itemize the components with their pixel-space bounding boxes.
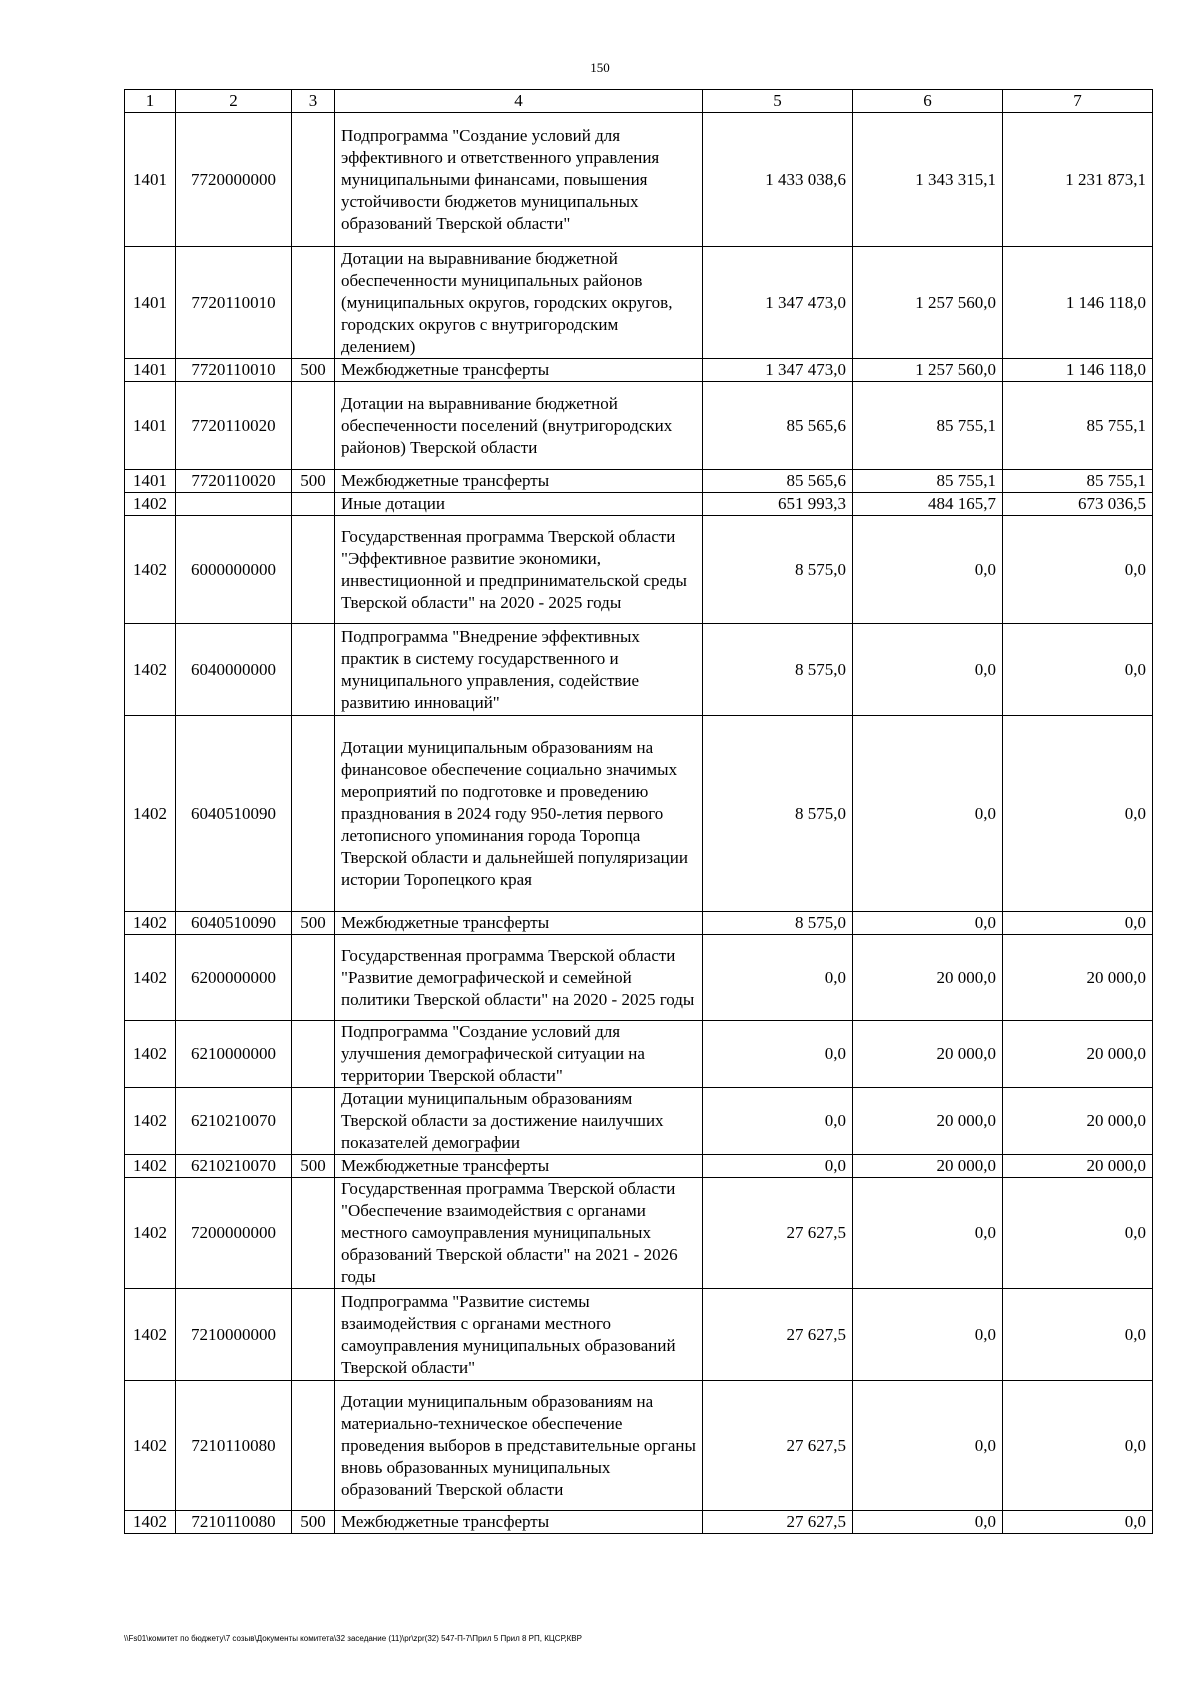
amount-cell: 20 000,0 [853,935,1003,1021]
expense-type-cell [292,113,335,247]
code-cell: 1402 [125,1021,176,1088]
table-row [125,1381,1153,1511]
code-cell: 1401 [125,247,176,359]
amount-cell: 85 755,1 [853,382,1003,470]
code-cell: 1402 [125,912,176,935]
table-row [125,516,1153,624]
expense-type-cell: 500 [292,470,335,493]
expense-type-cell [292,1178,335,1289]
amount-cell: 1 343 315,1 [853,113,1003,247]
target-article-cell: 7200000000 [176,1178,292,1289]
amount-cell: 8 575,0 [703,912,853,935]
code-cell: 1401 [125,113,176,247]
amount-cell: 0,0 [1003,1511,1153,1534]
table-row [125,247,1153,359]
amount-cell: 0,0 [853,516,1003,624]
amount-cell: 0,0 [1003,716,1153,912]
amount-cell: 0,0 [853,1289,1003,1381]
target-article-cell: 6210000000 [176,1021,292,1088]
table-row [125,1088,1153,1155]
amount-cell: 1 146 118,0 [1003,359,1153,382]
column-header: 6 [853,90,1003,113]
amount-cell: 0,0 [703,1021,853,1088]
column-header: 3 [292,90,335,113]
target-article-cell: 7720110020 [176,470,292,493]
target-article-cell: 7210110080 [176,1381,292,1511]
target-article-cell [176,493,292,516]
amount-cell: 0,0 [853,1381,1003,1511]
target-article-cell: 6040510090 [176,912,292,935]
amount-cell: 27 627,5 [703,1289,853,1381]
expense-type-cell [292,1021,335,1088]
amount-cell: 1 347 473,0 [703,359,853,382]
code-cell: 1402 [125,493,176,516]
expense-type-cell [292,716,335,912]
table-row [125,624,1153,716]
code-cell: 1402 [125,1511,176,1534]
amount-cell: 85 755,1 [853,470,1003,493]
table-row [125,1289,1153,1381]
code-cell: 1402 [125,1155,176,1178]
table-row [125,1021,1153,1088]
column-header: 5 [703,90,853,113]
code-cell: 1402 [125,1289,176,1381]
target-article-cell: 6040000000 [176,624,292,716]
expense-type-cell [292,516,335,624]
code-cell: 1402 [125,516,176,624]
amount-cell: 1 433 038,6 [703,113,853,247]
amount-cell: 8 575,0 [703,516,853,624]
amount-cell: 85 565,6 [703,382,853,470]
name-cell: Межбюджетные трансферты [335,359,703,382]
header-row [125,90,1153,113]
expense-type-cell: 500 [292,359,335,382]
name-cell: Государственная программа Тверской области "Развитие демографической и семейной политики Тверской области" на 2020 - 2025 годы [335,935,703,1021]
code-cell: 1401 [125,382,176,470]
code-cell: 1402 [125,1381,176,1511]
table-row [125,1155,1153,1178]
name-cell: Межбюджетные трансферты [335,470,703,493]
name-cell: Подпрограмма "Создание условий для улучшения демографической ситуации на территории Тверской области" [335,1021,703,1088]
amount-cell: 1 231 873,1 [1003,113,1153,247]
amount-cell: 20 000,0 [1003,1155,1153,1178]
code-cell: 1402 [125,1088,176,1155]
amount-cell: 85 755,1 [1003,382,1153,470]
name-cell: Дотации муниципальным образованиям на финансовое обеспечение социально значимых мероприятий по подготовке и проведению празднования в 2024 году 950-летия первого летописного упоминания города Торопца Тверской области и дальнейшей популяризации истории Торопецкого края [335,716,703,912]
table-row [125,359,1153,382]
expense-type-cell [292,1289,335,1381]
amount-cell: 8 575,0 [703,716,853,912]
target-article-cell: 6210210070 [176,1088,292,1155]
name-cell: Межбюджетные трансферты [335,1155,703,1178]
amount-cell: 0,0 [853,716,1003,912]
amount-cell: 20 000,0 [1003,1021,1153,1088]
amount-cell: 0,0 [703,935,853,1021]
amount-cell: 673 036,5 [1003,493,1153,516]
file-path-footer: \\Fs01\комитет по бюджету\7 созыв\Документы комитета\32 заседание (11)\pr\zpr(32) 547-П-7\Прил 5 Прил 8 РП, КЦСР,КВР [124,1634,582,1643]
amount-cell: 0,0 [1003,1289,1153,1381]
amount-cell: 1 257 560,0 [853,359,1003,382]
amount-cell: 20 000,0 [1003,1088,1153,1155]
code-cell: 1402 [125,935,176,1021]
budget-table [124,89,1153,1534]
amount-cell: 0,0 [1003,912,1153,935]
table-row [125,912,1153,935]
amount-cell: 85 565,6 [703,470,853,493]
amount-cell: 0,0 [853,624,1003,716]
name-cell: Дотации на выравнивание бюджетной обеспеченности поселений (внутригородских районов) Тверской области [335,382,703,470]
amount-cell: 27 627,5 [703,1381,853,1511]
amount-cell: 1 347 473,0 [703,247,853,359]
amount-cell: 20 000,0 [853,1021,1003,1088]
code-cell: 1402 [125,624,176,716]
code-cell: 1401 [125,359,176,382]
table-row [125,1511,1153,1534]
amount-cell: 1 146 118,0 [1003,247,1153,359]
page-number: 150 [590,60,610,75]
name-cell: Межбюджетные трансферты [335,1511,703,1534]
amount-cell: 27 627,5 [703,1511,853,1534]
name-cell: Дотации муниципальным образованиям на материально-техническое обеспечение проведения выборов в представительные органы вновь образованных муниципальных образований Тверской области [335,1381,703,1511]
expense-type-cell [292,624,335,716]
amount-cell: 0,0 [1003,1178,1153,1289]
target-article-cell: 7720000000 [176,113,292,247]
expense-type-cell [292,493,335,516]
column-header: 4 [335,90,703,113]
amount-cell: 0,0 [1003,1381,1153,1511]
amount-cell: 0,0 [853,912,1003,935]
name-cell: Межбюджетные трансферты [335,912,703,935]
amount-cell: 20 000,0 [853,1088,1003,1155]
expense-type-cell [292,1381,335,1511]
table-row [125,382,1153,470]
amount-cell: 27 627,5 [703,1178,853,1289]
expense-type-cell [292,935,335,1021]
code-cell: 1402 [125,716,176,912]
amount-cell: 8 575,0 [703,624,853,716]
name-cell: Иные дотации [335,493,703,516]
amount-cell: 0,0 [853,1178,1003,1289]
table-row [125,113,1153,247]
amount-cell: 484 165,7 [853,493,1003,516]
target-article-cell: 6200000000 [176,935,292,1021]
target-article-cell: 6210210070 [176,1155,292,1178]
target-article-cell: 7210110080 [176,1511,292,1534]
code-cell: 1401 [125,470,176,493]
target-article-cell: 7720110010 [176,247,292,359]
target-article-cell: 7210000000 [176,1289,292,1381]
code-cell: 1402 [125,1178,176,1289]
expense-type-cell: 500 [292,1155,335,1178]
table-row [125,935,1153,1021]
table-row [125,493,1153,516]
amount-cell: 651 993,3 [703,493,853,516]
target-article-cell: 6000000000 [176,516,292,624]
target-article-cell: 7720110010 [176,359,292,382]
expense-type-cell [292,382,335,470]
amount-cell: 0,0 [703,1155,853,1178]
amount-cell: 0,0 [1003,516,1153,624]
amount-cell: 0,0 [703,1088,853,1155]
expense-type-cell [292,247,335,359]
amount-cell: 20 000,0 [1003,935,1153,1021]
name-cell: Подпрограмма "Внедрение эффективных практик в систему государственного и муниципального управления, содействие развитию инноваций" [335,624,703,716]
name-cell: Государственная программа Тверской области "Эффективное развитие экономики, инвестиционной и предпринимательской среды Тверской области" на 2020 - 2025 годы [335,516,703,624]
table-row [125,716,1153,912]
expense-type-cell: 500 [292,1511,335,1534]
amount-cell: 0,0 [853,1511,1003,1534]
table-row [125,1178,1153,1289]
column-header: 2 [176,90,292,113]
name-cell: Подпрограмма "Создание условий для эффективного и ответственного управления муниципальными финансами, повышения устойчивости бюджетов муниципальных образований Тверской области" [335,113,703,247]
table-row [125,470,1153,493]
expense-type-cell: 500 [292,912,335,935]
name-cell: Дотации на выравнивание бюджетной обеспеченности муниципальных районов (муниципальных округов, городских округов, городских округов с внутригородским делением) [335,247,703,359]
target-article-cell: 6040510090 [176,716,292,912]
name-cell: Государственная программа Тверской области "Обеспечение взаимодействия с органами местного самоуправления муниципальных образований Тверской области" на 2021 - 2026 годы [335,1178,703,1289]
target-article-cell: 7720110020 [176,382,292,470]
column-header: 7 [1003,90,1153,113]
amount-cell: 1 257 560,0 [853,247,1003,359]
amount-cell: 20 000,0 [853,1155,1003,1178]
name-cell: Дотации муниципальным образованиям Тверской области за достижение наилучших показателей демографии [335,1088,703,1155]
name-cell: Подпрограмма "Развитие системы взаимодействия с органами местного самоуправления муниципальных образований Тверской области" [335,1289,703,1381]
expense-type-cell [292,1088,335,1155]
amount-cell: 0,0 [1003,624,1153,716]
amount-cell: 85 755,1 [1003,470,1153,493]
column-header: 1 [125,90,176,113]
